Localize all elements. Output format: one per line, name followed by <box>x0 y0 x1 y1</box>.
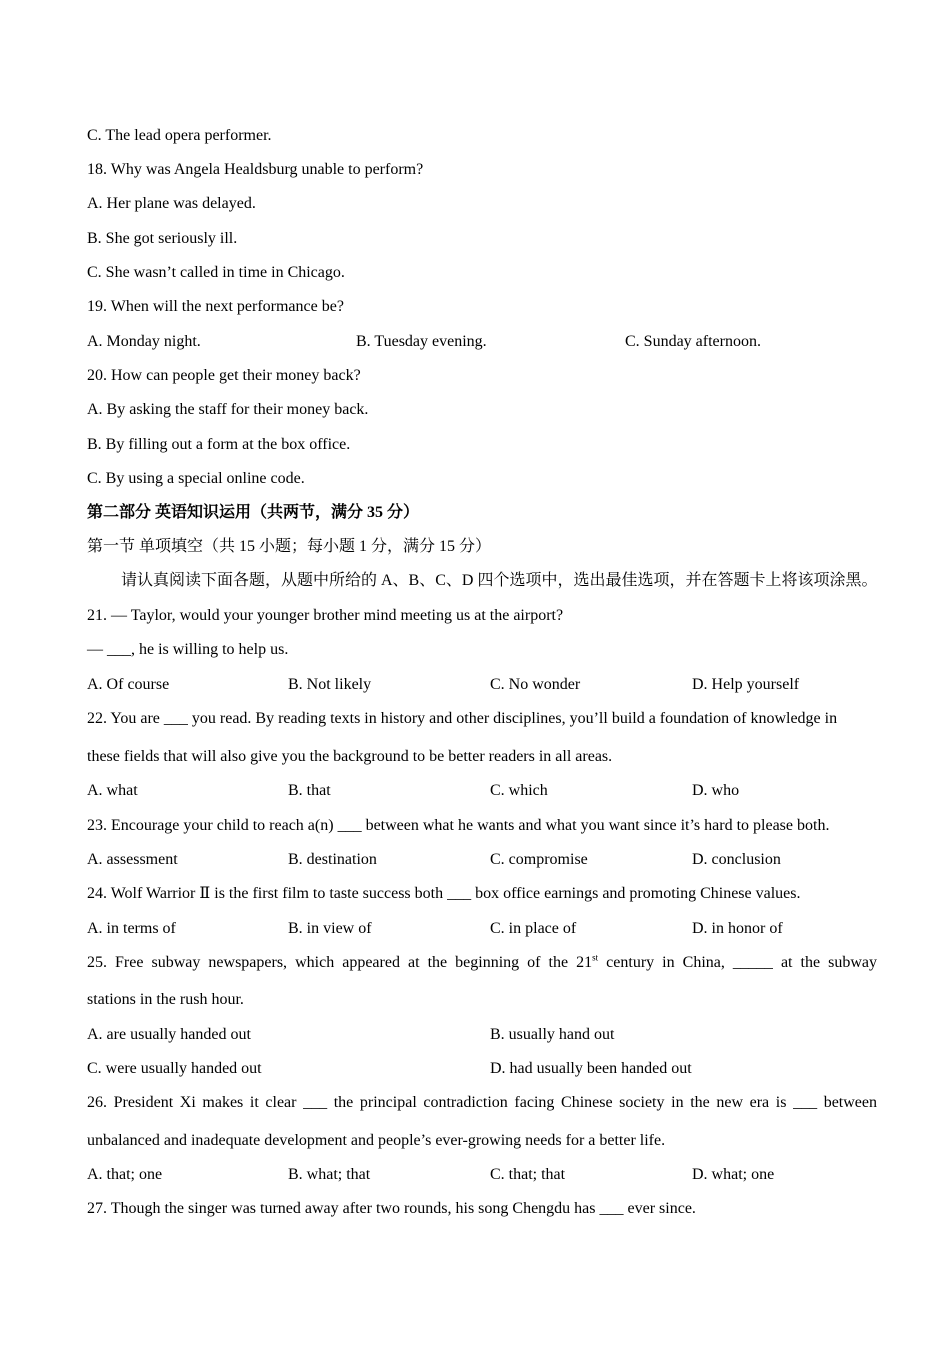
option-19a: A. Monday night. <box>87 333 201 350</box>
option-25c: C. were usually handed out <box>87 1060 262 1077</box>
option-24b: B. in view of <box>288 920 372 937</box>
question-21-reply: — ___, he is willing to help us. <box>87 641 289 658</box>
option-24d: D. in honor of <box>692 920 783 937</box>
option-17c: C. The lead opera performer. <box>87 127 272 144</box>
question-25-line2: stations in the rush hour. <box>87 991 244 1008</box>
option-23c: C. compromise <box>490 851 588 868</box>
option-22b: B. that <box>288 782 331 799</box>
question-19: 19. When will the next performance be? <box>87 298 344 315</box>
question-18: 18. Why was Angela Healdsburg unable to perform? <box>87 161 424 178</box>
question-20: 20. How can people get their money back? <box>87 367 361 384</box>
option-20a: A. By asking the staff for their money back. <box>87 401 369 418</box>
question-26-line2: unbalanced and inadequate development and people’s ever-growing needs for a better life. <box>87 1132 666 1149</box>
option-24a: A. in terms of <box>87 920 176 937</box>
option-22d: D. who <box>692 782 740 799</box>
option-25b: B. usually hand out <box>490 1026 615 1043</box>
option-20c: C. By using a special online code. <box>87 470 305 487</box>
question-25-text-b: century in China, _____ at the subway <box>598 954 877 971</box>
option-21c: C. No wonder <box>490 676 581 693</box>
question-21: 21. — Taylor, would your younger brother mind meeting us at the airport? <box>87 607 564 624</box>
option-26c: C. that; that <box>490 1166 566 1183</box>
option-22c: C. which <box>490 782 548 799</box>
option-26d: D. what; one <box>692 1166 775 1183</box>
option-18b: B. She got seriously ill. <box>87 230 238 247</box>
instructions: 请认真阅读下面各题，从题中所给的 A、B、C、D 四个选项中，选出最佳选项，并在答题卡上将该项涂黑。 <box>121 572 878 589</box>
option-22a: A. what <box>87 782 138 799</box>
question-22-line2: these fields that will also give you the background to be better readers in all areas. <box>87 748 613 765</box>
question-25-superscript: st <box>592 952 599 963</box>
option-20b: B. By filling out a form at the box office. <box>87 436 351 453</box>
option-18a: A. Her plane was delayed. <box>87 195 256 212</box>
option-25a: A. are usually handed out <box>87 1026 251 1043</box>
option-21a: A. Of course <box>87 676 170 693</box>
question-23: 23. Encourage your child to reach a(n) ___ between what he wants and what you want since it’s hard to please both. <box>87 817 830 834</box>
option-25d: D. had usually been handed out <box>490 1060 692 1077</box>
question-26-line1: 26. President Xi makes it clear ___ the principal contradiction facing Chinese society in the new era is ___ between <box>87 1094 877 1111</box>
option-21b: B. Not likely <box>288 676 372 693</box>
option-18c: C. She wasn’t called in time in Chicago. <box>87 264 345 281</box>
option-23b: B. destination <box>288 851 377 868</box>
question-25-line1 <box>87 952 877 974</box>
option-23d: D. conclusion <box>692 851 781 868</box>
option-26b: B. what; that <box>288 1166 371 1183</box>
question-22-line1: 22. You are ___ you read. By reading texts in history and other disciplines, you’ll build a foundation of knowledge in <box>87 710 838 727</box>
option-19b: B. Tuesday evening. <box>356 333 487 350</box>
option-24c: C. in place of <box>490 920 577 937</box>
section-subheading-1: 第一节 单项填空（共 15 小题；每小题 1 分，满分 15 分） <box>87 538 492 555</box>
section-heading-part2: 第二部分 英语知识运用（共两节，满分 35 分） <box>87 504 420 521</box>
question-24: 24. Wolf Warrior Ⅱ is the first film to taste success both ___ box office earnings and promoting Chinese values. <box>87 885 801 902</box>
question-25-text-a: 25. Free subway newspapers, which appeared at the beginning of the 21 <box>87 954 593 971</box>
option-26a: A. that; one <box>87 1166 163 1183</box>
option-21d: D. Help yourself <box>692 676 800 693</box>
question-27: 27. Though the singer was turned away after two rounds, his song Chengdu has ___ ever since. <box>87 1200 696 1217</box>
option-23a: A. assessment <box>87 851 178 868</box>
option-19c: C. Sunday afternoon. <box>625 333 761 350</box>
